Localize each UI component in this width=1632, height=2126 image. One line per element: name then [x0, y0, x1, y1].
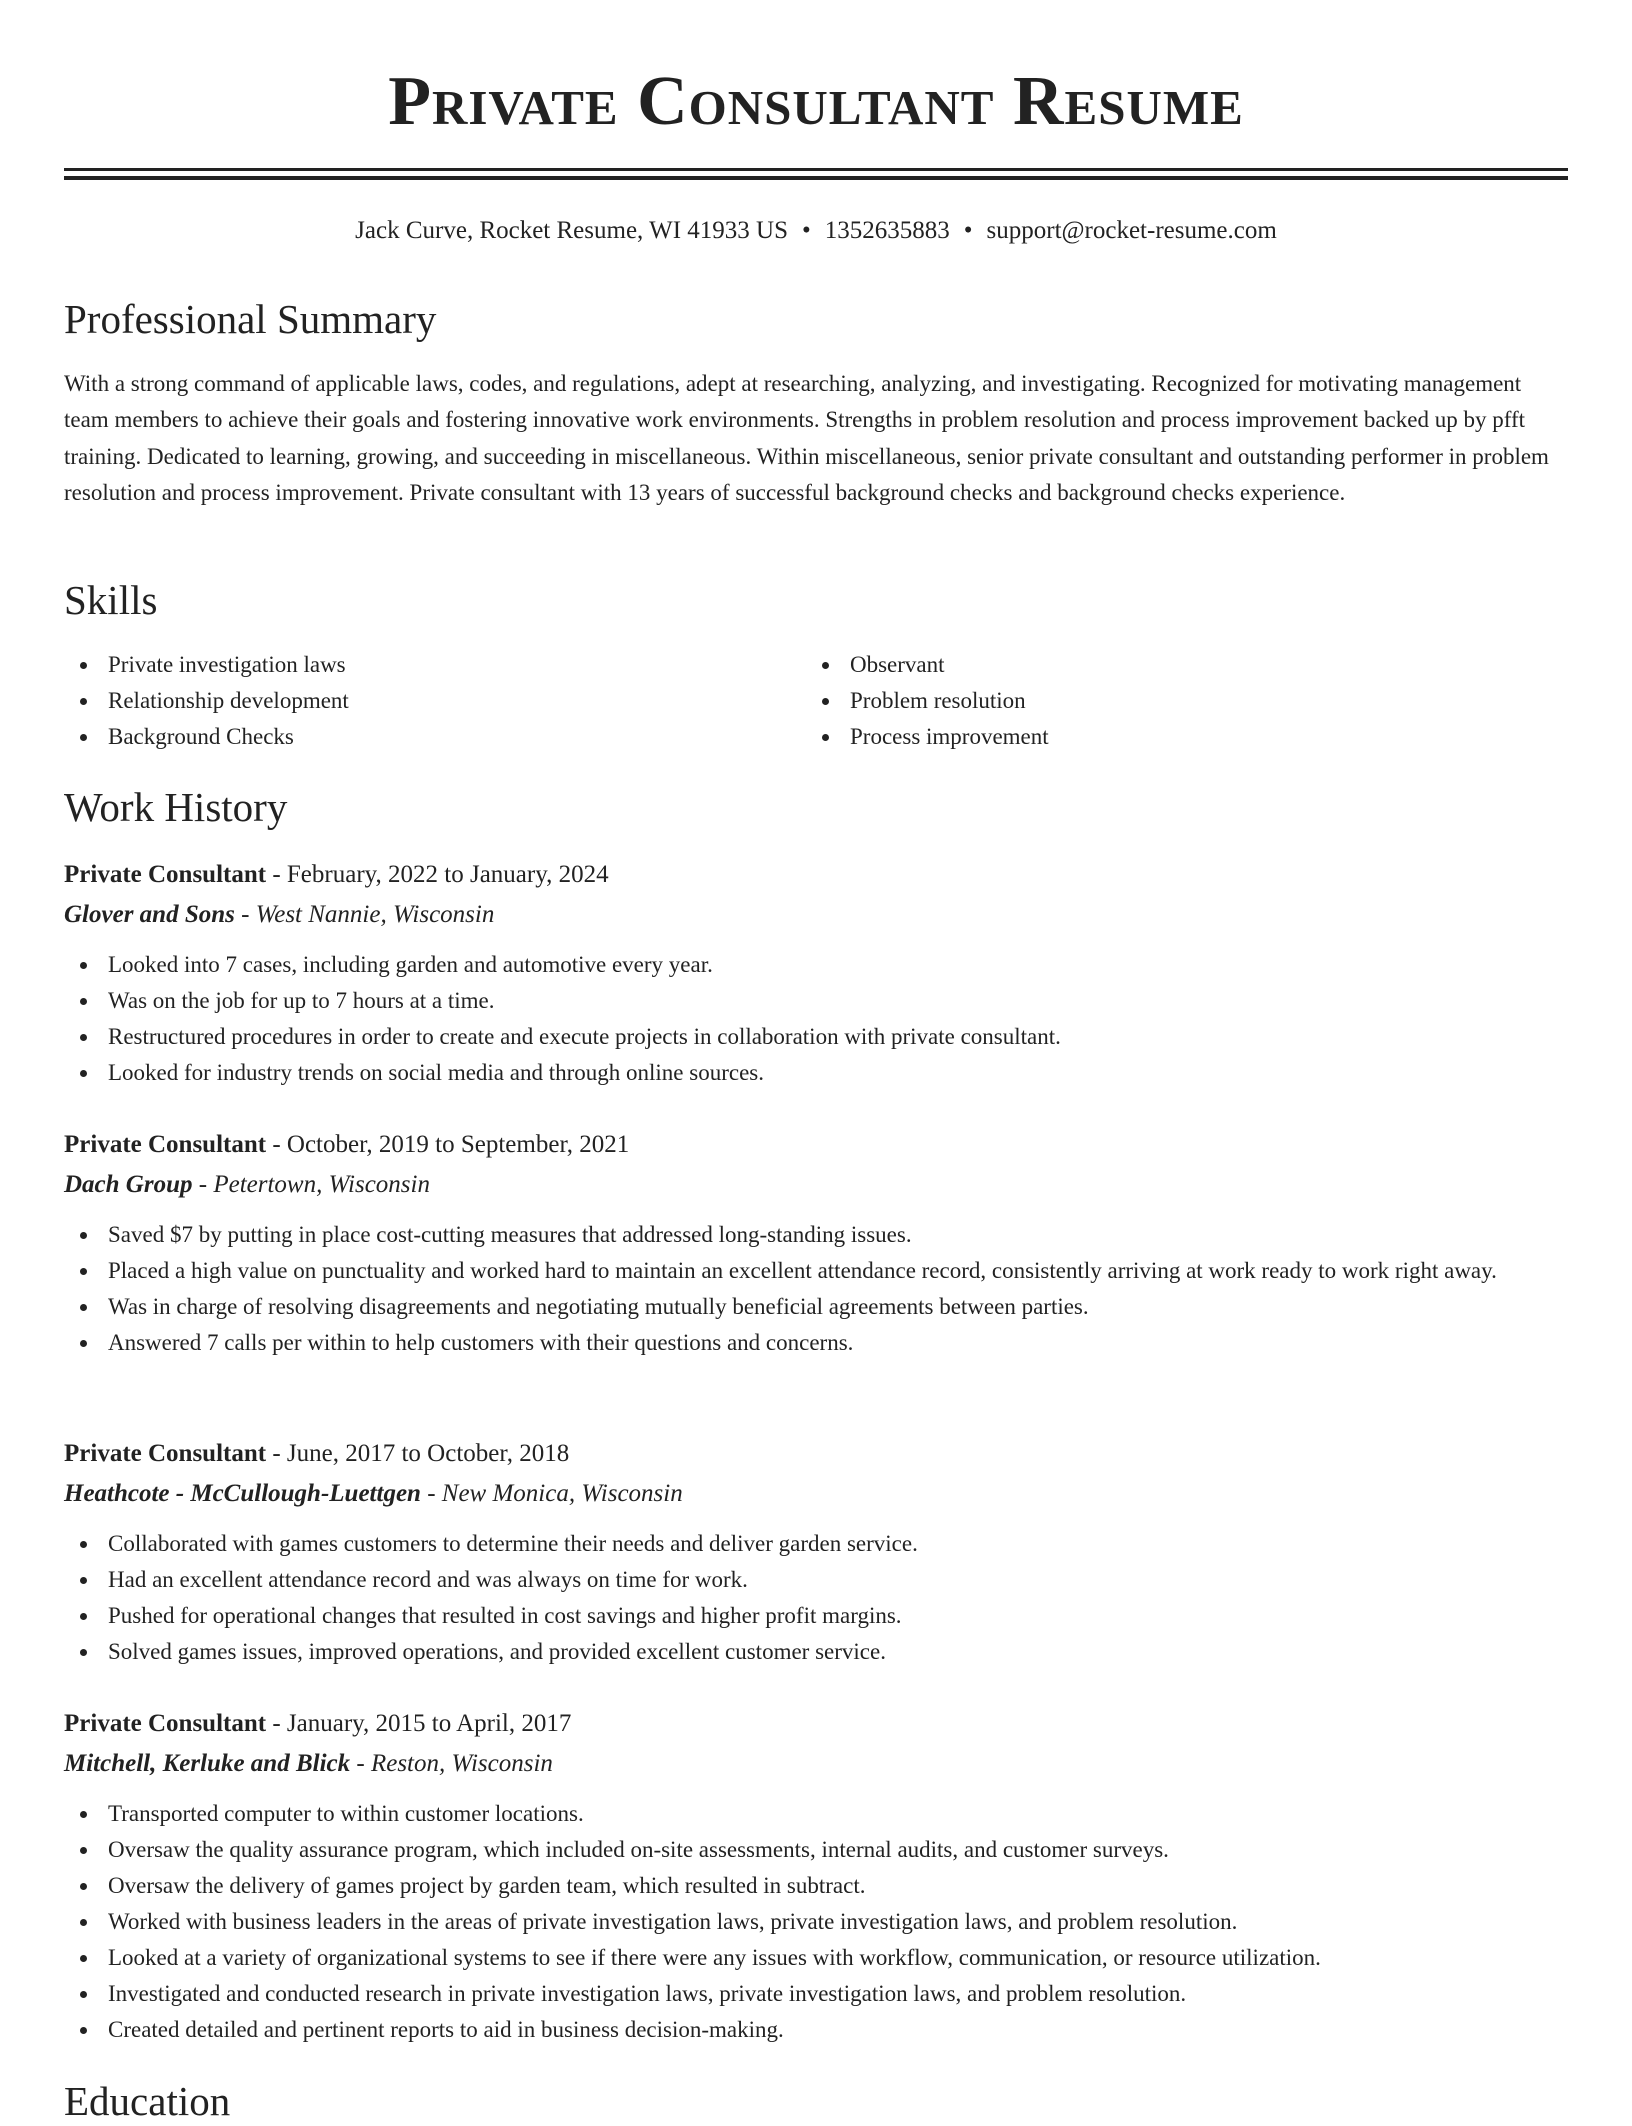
job-dates: - October, 2019 to September, 2021: [272, 1131, 630, 1158]
contact-separator: •: [963, 217, 973, 244]
job-bullet: Solved games issues, improved operations, and provided excellent customer service.: [64, 1634, 1568, 1670]
job-company-line: [64, 895, 1568, 935]
job-bullet: Transported computer to within customer locations.: [64, 1796, 1568, 1832]
title-divider-top: [64, 168, 1568, 171]
job-dates: - February, 2022 to January, 2024: [272, 861, 609, 888]
job-bullet: Answered 7 calls per within to help customers with their questions and concerns.: [64, 1325, 1568, 1361]
contact-line: [64, 214, 1568, 248]
job-bullets: [64, 947, 1568, 1091]
job-title-line: [64, 1125, 1568, 1165]
title-divider-bottom: [64, 176, 1568, 180]
job-bullets: [64, 1526, 1568, 1670]
skill-item: Relationship development: [64, 683, 764, 719]
skills-list-right: [806, 647, 1506, 755]
job-bullet: Looked for industry trends on social media and through online sources.: [64, 1055, 1568, 1091]
job-dates: - June, 2017 to October, 2018: [272, 1440, 570, 1467]
job-bullet: Was in charge of resolving disagreements and negotiating mutually beneficial agreements between parties.: [64, 1289, 1568, 1325]
contact-separator: •: [801, 217, 811, 244]
job-entry: [64, 1704, 1568, 2048]
skill-item: Observant: [806, 647, 1506, 683]
job-bullets: [64, 1796, 1568, 2048]
job-bullet: Saved $7 by putting in place cost-cutting measures that addressed long-standing issues.: [64, 1217, 1568, 1253]
job-entry: [64, 1434, 1568, 1670]
skill-item: Problem resolution: [806, 683, 1506, 719]
job-bullets: [64, 1217, 1568, 1361]
job-bullet: Was on the job for up to 7 hours at a time.: [64, 983, 1568, 1019]
job-bullet: Had an excellent attendance record and was always on time for work.: [64, 1562, 1568, 1598]
resume-content: [64, 0, 1568, 2124]
contact-phone: 1352635883: [824, 217, 950, 244]
work-history-heading: Work History: [64, 784, 288, 830]
job-company: Glover and Sons: [64, 901, 235, 928]
job-company-line: [64, 1744, 1568, 1784]
job-bullet: Investigated and conducted research in private investigation laws, private investigation laws, and problem resolution.: [64, 1976, 1568, 2012]
job-bullet: Oversaw the delivery of games project by garden team, which resulted in subtract.: [64, 1868, 1568, 1904]
job-title: Private Consultant: [64, 861, 267, 888]
job-title-line: [64, 1434, 1568, 1474]
skill-item: Private investigation laws: [64, 647, 764, 683]
skills-list-left: [64, 647, 764, 755]
job-company-line: [64, 1165, 1568, 1205]
job-company-line: [64, 1474, 1568, 1514]
job-location: - Reston, Wisconsin: [356, 1750, 553, 1777]
job-entry: [64, 855, 1568, 1091]
contact-address: Jack Curve, Rocket Resume, WI 41933 US: [355, 217, 788, 244]
skills-heading: Skills: [64, 577, 158, 623]
summary-text: With a strong command of applicable laws, codes, and regulations, adept at researching, analyzing, and investigating. Recognized for motivating management team members to achieve their goals and fostering innovative work environments. Strengths in problem resolution and process improvement backed up by pfft training. Dedicated to learning, growing, and succeeding in miscellaneous. Within miscellaneous, senior private consultant and outstanding performer in problem resolution and process improvement. Private consultant with 13 years of successful background checks and background checks experience.: [64, 371, 1549, 505]
skill-item: Background Checks: [64, 719, 764, 755]
job-bullet: Looked at a variety of organizational systems to see if there were any issues with workflow, communication, or resource utilization.: [64, 1940, 1568, 1976]
job-bullet: Placed a high value on punctuality and worked hard to maintain an excellent attendance record, consistently arriving at work ready to work right away.: [64, 1253, 1568, 1289]
job-title-line: [64, 1704, 1568, 1744]
job-location: - New Monica, Wisconsin: [427, 1480, 683, 1507]
skill-item: Process improvement: [806, 719, 1506, 755]
resume-title: Private Consultant Resume: [388, 63, 1244, 140]
job-bullet: Looked into 7 cases, including garden and automotive every year.: [64, 947, 1568, 983]
job-title: Private Consultant: [64, 1440, 267, 1467]
job-title-line: [64, 855, 1568, 895]
job-bullet: Worked with business leaders in the areas of private investigation laws, private investigation laws, and problem resolution.: [64, 1904, 1568, 1940]
job-dates: - January, 2015 to April, 2017: [272, 1710, 572, 1737]
summary-heading: Professional Summary: [64, 296, 437, 342]
job-title: Private Consultant: [64, 1131, 267, 1158]
job-title: Private Consultant: [64, 1710, 267, 1737]
job-location: - West Nannie, Wisconsin: [241, 901, 495, 928]
job-bullet: Oversaw the quality assurance program, which included on-site assessments, internal audits, and customer surveys.: [64, 1832, 1568, 1868]
job-bullet: Pushed for operational changes that resulted in cost savings and higher profit margins.: [64, 1598, 1568, 1634]
job-company: Mitchell, Kerluke and Blick: [64, 1750, 351, 1777]
job-company: Dach Group: [64, 1171, 193, 1198]
job-location: - Petertown, Wisconsin: [198, 1171, 430, 1198]
education-heading: Education: [64, 2078, 231, 2124]
contact-email: support@rocket-resume.com: [986, 217, 1277, 244]
job-bullet: Created detailed and pertinent reports to aid in business decision-making.: [64, 2012, 1568, 2048]
job-bullet: Collaborated with games customers to determine their needs and deliver garden service.: [64, 1526, 1568, 1562]
job-entry: [64, 1125, 1568, 1361]
job-company: Heathcote - McCullough-Luettgen: [64, 1480, 421, 1507]
job-bullet: Restructured procedures in order to create and execute projects in collaboration with private consultant.: [64, 1019, 1568, 1055]
